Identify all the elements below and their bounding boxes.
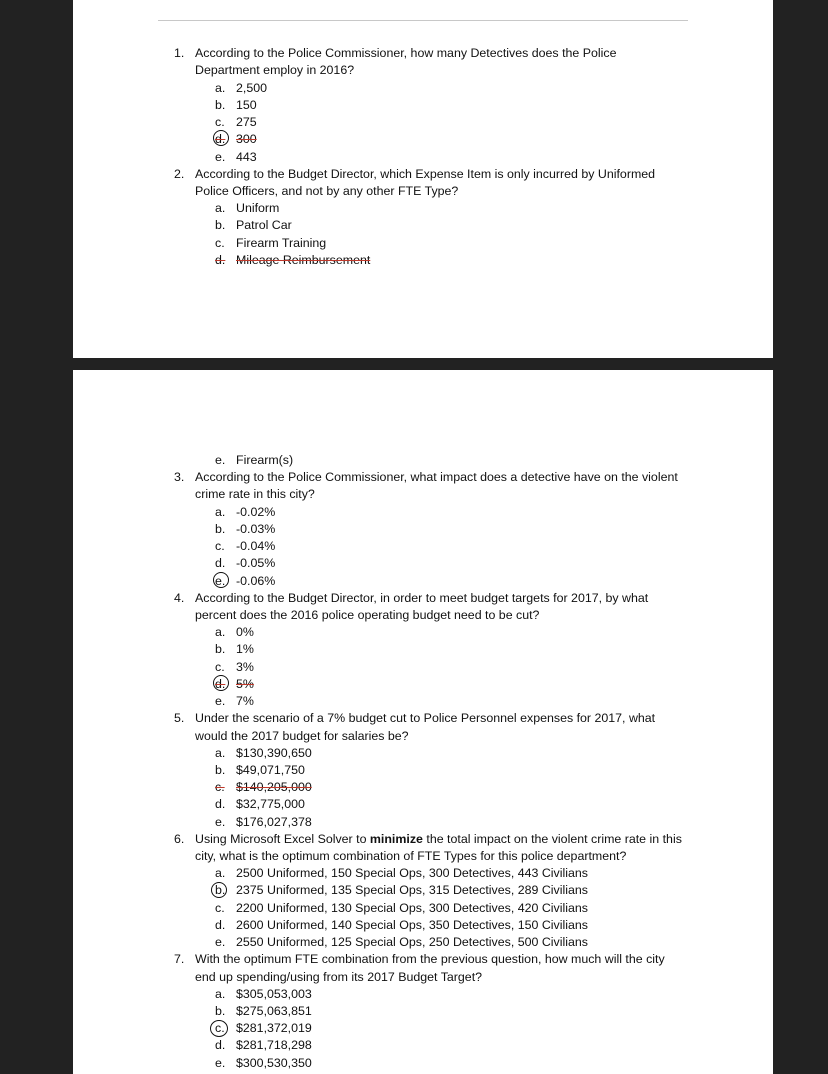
option-letter: e.: [215, 1056, 226, 1070]
question-text-part: the total impact on the violent crime rate in this: [422, 832, 682, 846]
question-text: [195, 831, 682, 847]
question-number: 2.: [174, 167, 185, 181]
option-text: 1%: [236, 642, 254, 656]
option-letter: a.: [215, 987, 226, 1001]
option-text: 7%: [236, 694, 254, 708]
option-letter: c.: [215, 1021, 225, 1035]
option-text: $49,071,750: [236, 763, 305, 777]
option-letter: a.: [215, 625, 226, 639]
option-text: 2550 Uniformed, 125 Special Ops, 250 Detectives, 500 Civilians: [236, 935, 588, 949]
option-letter: e.: [215, 694, 226, 708]
question-text: crime rate in this city?: [195, 487, 315, 501]
option-text: -0.05%: [236, 556, 276, 570]
question-text: According to the Police Commissioner, how many Detectives does the Police: [195, 46, 617, 60]
option-letter: c.: [215, 780, 225, 794]
option-text: 5%: [236, 677, 254, 691]
question-text: city, what is the optimum combination of FTE Types for this police department?: [195, 849, 627, 863]
option-text: Firearm(s): [236, 453, 294, 467]
question-text: According to the Budget Director, in order to meet budget targets for 2017, by what: [195, 591, 649, 605]
question-number: 3.: [174, 470, 185, 484]
option-text: 2375 Uniformed, 135 Special Ops, 315 Detectives, 289 Civilians: [236, 883, 588, 897]
option-letter: e.: [215, 453, 226, 467]
question-text: would the 2017 budget for salaries be?: [195, 729, 409, 743]
question-text: According to the Budget Director, which Expense Item is only incurred by Uniformed: [195, 167, 656, 181]
question-number: 4.: [174, 591, 185, 605]
option-letter: a.: [215, 81, 226, 95]
option-text: 2,500: [236, 81, 268, 95]
document-page-1: [73, 0, 773, 358]
question-number: 5.: [174, 711, 185, 725]
question-text: According to the Police Commissioner, what impact does a detective have on the violent: [195, 470, 678, 484]
question-text: percent does the 2016 police operating budget need to be cut?: [195, 608, 540, 622]
option-letter: c.: [215, 660, 225, 674]
option-text: 0%: [236, 625, 254, 639]
option-letter: d.: [215, 677, 226, 691]
question-text: Department employ in 2016?: [195, 63, 355, 77]
option-letter: c.: [215, 115, 225, 129]
option-text: 443: [236, 150, 257, 164]
option-text: $281,372,019: [236, 1021, 312, 1035]
question-number: 6.: [174, 832, 185, 846]
question-number: 1.: [174, 46, 185, 60]
document-page-2: [73, 370, 773, 1074]
option-letter: a.: [215, 201, 226, 215]
option-text: $305,053,003: [236, 987, 312, 1001]
option-letter: e.: [215, 574, 226, 588]
option-letter: b.: [215, 218, 226, 232]
option-text: -0.02%: [236, 505, 276, 519]
option-text: 2600 Uniformed, 140 Special Ops, 350 Detectives, 150 Civilians: [236, 918, 588, 932]
option-text: 2200 Uniformed, 130 Special Ops, 300 Detectives, 420 Civilians: [236, 901, 588, 915]
option-letter: b.: [215, 642, 226, 656]
option-text: Patrol Car: [236, 218, 292, 232]
option-text: Mileage Reimbursement: [236, 253, 371, 267]
option-letter: b.: [215, 522, 226, 536]
option-text: 275: [236, 115, 257, 129]
question-number: 7.: [174, 952, 185, 966]
option-letter: c.: [215, 539, 225, 553]
option-letter: b.: [215, 883, 226, 897]
option-letter: d.: [215, 132, 226, 146]
option-letter: d.: [215, 797, 226, 811]
option-letter: e.: [215, 935, 226, 949]
question-text: end up spending/using from its 2017 Budget Target?: [195, 970, 483, 984]
option-letter: d.: [215, 1038, 226, 1052]
option-letter: b.: [215, 1004, 226, 1018]
option-letter: c.: [215, 236, 225, 250]
option-text: -0.06%: [236, 574, 276, 588]
option-text: -0.04%: [236, 539, 276, 553]
option-letter: d.: [215, 253, 226, 267]
option-text: Uniform: [236, 201, 280, 215]
option-letter: d.: [215, 556, 226, 570]
option-text: 2500 Uniformed, 150 Special Ops, 300 Detectives, 443 Civilians: [236, 866, 588, 880]
option-text: 150: [236, 98, 257, 112]
option-text: 3%: [236, 660, 254, 674]
option-letter: a.: [215, 505, 226, 519]
option-letter: a.: [215, 866, 226, 880]
option-text: $281,718,298: [236, 1038, 312, 1052]
question-text: Under the scenario of a 7% budget cut to Police Personnel expenses for 2017, what: [195, 711, 656, 725]
option-text: $140,205,000: [236, 780, 312, 794]
option-text: $176,027,378: [236, 815, 312, 829]
option-text: $300,530,350: [236, 1056, 312, 1070]
option-letter: a.: [215, 746, 226, 760]
page-top-rule: [158, 20, 688, 21]
option-letter: b.: [215, 763, 226, 777]
option-text: $275,063,851: [236, 1004, 312, 1018]
option-letter: c.: [215, 901, 225, 915]
option-text: -0.03%: [236, 522, 276, 536]
option-text: 300: [236, 132, 257, 146]
option-letter: b.: [215, 98, 226, 112]
option-text: $32,775,000: [236, 797, 305, 811]
option-letter: e.: [215, 150, 226, 164]
question-text: Police Officers, and not by any other FTE Type?: [195, 184, 459, 198]
option-text: Firearm Training: [236, 236, 327, 250]
option-text: $130,390,650: [236, 746, 312, 760]
question-text-emphasis: minimize: [369, 832, 423, 846]
option-letter: d.: [215, 918, 226, 932]
question-text: With the optimum FTE combination from the previous question, how much will the city: [195, 952, 665, 966]
question-text-part: Using Microsoft Excel Solver to: [195, 832, 370, 846]
option-letter: e.: [215, 815, 226, 829]
